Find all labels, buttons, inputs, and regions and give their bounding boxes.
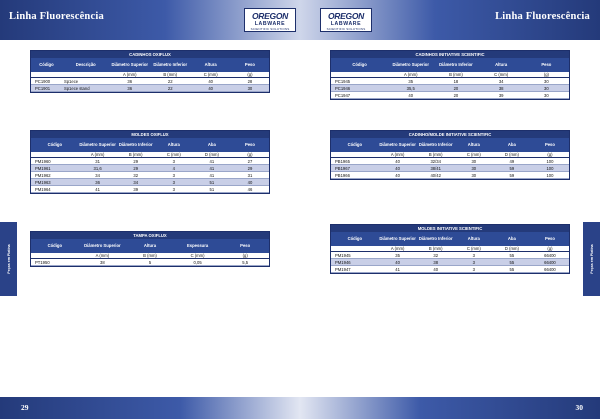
table-cell: 34 <box>133 180 139 185</box>
table-cell: Sp1ece <box>63 79 79 84</box>
table-cell: PC1900 <box>35 79 51 84</box>
table-cell: 4 <box>172 166 175 171</box>
table-header-row <box>31 138 269 152</box>
side-tab-left <box>0 222 17 296</box>
table-cell: 51 <box>209 187 215 192</box>
table-cell: 34 <box>498 79 504 84</box>
column-header: Diâmetro Inferior <box>418 141 453 147</box>
table-row <box>331 165 569 172</box>
table-body <box>331 252 569 273</box>
table-cadinhos-oxiflux <box>30 50 270 93</box>
table-row <box>31 85 269 92</box>
column-header: Altura <box>467 141 480 147</box>
table-cell: 40 <box>247 180 253 185</box>
page-title-right: Linha Fluorescência <box>495 11 590 22</box>
table-cell: 31,6 <box>93 166 102 171</box>
table-row <box>331 158 569 165</box>
column-header: Peso <box>544 141 555 147</box>
column-header: Espessura <box>186 242 209 248</box>
unit-cell: C (mm) <box>166 152 181 157</box>
table-cell: PM1960 <box>35 159 51 164</box>
logo-subtitle: LABWARE <box>254 21 286 27</box>
table-cell: 100 <box>546 159 554 164</box>
logo-tagline: SCIENTIFIC SOLUTIONS <box>326 27 366 31</box>
table-cell: 38/41 <box>430 166 441 171</box>
table-row <box>31 158 269 165</box>
table-cell: 32/34 <box>430 159 441 164</box>
table-cell: 36 <box>127 79 133 84</box>
table-title: CADINHOS INITIATIVE SCIENTIFIC <box>331 51 569 58</box>
table-cell: 59 <box>509 166 515 171</box>
unit-cell: C (mm) <box>203 72 218 77</box>
unit-cell: A (mm) <box>403 72 418 77</box>
table-cell: PM1961 <box>35 166 51 171</box>
unit-cell: C (mm) <box>494 72 509 77</box>
table-cell: 49 <box>509 159 515 164</box>
table-cell: 41 <box>209 166 215 171</box>
unit-cell: A (mm) <box>390 246 405 251</box>
side-tab-label: Peças em Platina <box>6 244 11 274</box>
column-header: Diâmetro Superior <box>111 61 149 67</box>
unit-cell <box>31 152 79 157</box>
column-header: Aba <box>207 141 216 147</box>
table-body <box>31 158 269 193</box>
table-tampa-oxiflux <box>30 231 270 267</box>
table-cell: PC1946 <box>335 86 351 91</box>
page-number-right: 30 <box>575 403 583 412</box>
table-header-row <box>331 58 569 72</box>
table-cell: PM1962 <box>35 173 51 178</box>
column-header: Código <box>352 61 367 67</box>
unit-cell: A (mm) <box>123 72 137 77</box>
table-cell: PC1945 <box>335 79 351 84</box>
logo-subtitle: LABWARE <box>330 21 362 27</box>
table-header-row <box>331 138 569 152</box>
table-row <box>31 186 269 193</box>
table-cell: 40 <box>395 173 400 178</box>
table-cell: 40 <box>408 93 414 98</box>
table-cell: 51 <box>209 180 215 185</box>
table-cell: 30 <box>544 86 549 91</box>
table-cell: PM1964 <box>35 187 51 192</box>
table-header-row <box>31 239 269 253</box>
unit-cell: (g) <box>242 253 248 258</box>
table-cell: 22 <box>167 79 173 84</box>
unit-cell: A (mm) <box>90 152 105 157</box>
table-row <box>331 266 569 273</box>
table-row <box>31 78 269 85</box>
table-cell: PB1967 <box>335 166 350 171</box>
unit-cell: B (mm) <box>428 152 443 157</box>
table-row <box>31 179 269 186</box>
table-cell: 30 <box>247 86 253 91</box>
unit-cell: (g) <box>247 72 253 77</box>
table-cell: 32 <box>433 253 439 258</box>
table-cell: 66400 <box>544 267 556 272</box>
column-header: Altura <box>495 61 508 67</box>
column-header: Altura <box>467 235 480 241</box>
table-cell: 5,5 <box>242 260 249 265</box>
table-cell: 66400 <box>544 253 556 258</box>
table-cell: PM1945 <box>335 253 351 258</box>
unit-cell <box>31 253 79 258</box>
unit-cell: B (mm) <box>449 72 463 77</box>
table-cell: 18 <box>453 79 459 84</box>
logo-wordmark: OREGON <box>252 11 288 21</box>
unit-cell: A (mm) <box>95 253 110 258</box>
column-header: Altura <box>167 141 180 147</box>
table-cell: 41 <box>395 267 400 272</box>
unit-cell: B (mm) <box>128 152 143 157</box>
column-header: Aba <box>507 235 516 241</box>
table-cell: 31 <box>95 159 100 164</box>
table-row <box>331 92 569 99</box>
table-row <box>331 259 569 266</box>
column-header: Código <box>39 61 54 67</box>
logo-wordmark: OREGON <box>328 11 364 21</box>
table-cell: PT1950 <box>35 260 50 265</box>
table-cell: 38 <box>433 260 439 265</box>
column-header: Peso <box>244 61 255 67</box>
table-header-row <box>31 58 269 72</box>
table-cell: 38 <box>498 86 504 91</box>
unit-cell: D (mm) <box>504 152 519 157</box>
table-body <box>31 259 269 266</box>
column-header: Descrição <box>75 61 96 67</box>
table-title: CADINHOS OXIFLUX <box>31 51 269 58</box>
table-cell: 100 <box>546 166 554 171</box>
table-row <box>31 259 269 266</box>
table-row <box>331 85 569 92</box>
unit-cell: D (mm) <box>204 152 219 157</box>
table-cell: 3 <box>472 260 475 265</box>
column-header: Código <box>347 235 362 241</box>
column-header: Código <box>47 141 62 147</box>
table-cell: 55 <box>509 260 515 265</box>
table-body <box>331 158 569 179</box>
table-cell: PM1946 <box>335 260 351 265</box>
header-band-left <box>0 0 300 40</box>
unit-cell: B (mm) <box>143 253 157 258</box>
column-header: Peso <box>541 61 552 67</box>
column-header: Diâmetro Superior <box>79 141 116 147</box>
table-cell: 59 <box>509 173 515 178</box>
column-header: Código <box>347 141 362 147</box>
logo-tagline: SCIENTIFIC SOLUTIONS <box>250 27 290 31</box>
table-cell: Sp1ece stand <box>63 86 90 91</box>
table-cell: 29 <box>133 159 139 164</box>
table-cell: 30 <box>471 166 477 171</box>
unit-cell <box>331 246 379 251</box>
unit-cell: C (mm) <box>466 152 481 157</box>
table-header-row <box>331 232 569 246</box>
table-cell: 40 <box>208 86 213 91</box>
table-cell: 55 <box>509 267 515 272</box>
table-cell: 3 <box>472 267 475 272</box>
table-cell: 40 <box>208 79 213 84</box>
column-header: Diâmetro Inferior <box>439 61 473 67</box>
table-cell: 41 <box>95 187 100 192</box>
table-cell: 39 <box>498 93 504 98</box>
table-cell: 30 <box>471 159 477 164</box>
table-cell: 5 <box>148 260 152 265</box>
header-band-right <box>300 0 600 40</box>
unit-cell <box>31 72 62 77</box>
table-cell: 22 <box>167 86 173 91</box>
table-cell: 40/42 <box>430 173 441 178</box>
table-cell: 35 <box>408 79 414 84</box>
page-title-left: Linha Fluorescência <box>9 11 104 22</box>
table-cadinhos-initiative <box>330 50 570 100</box>
table-cell: 40 <box>395 260 400 265</box>
table-cell: 41 <box>209 173 215 178</box>
side-tab-label: Peças em Platina <box>589 244 594 274</box>
column-header: Diâmetro Inferior <box>418 235 453 241</box>
table-cell: 100 <box>546 173 554 178</box>
table-cell: PC1947 <box>335 93 351 98</box>
table-cell: 3 <box>172 173 175 178</box>
table-row <box>31 172 269 179</box>
table-cell: 30 <box>544 93 549 98</box>
page-number-left: 29 <box>21 403 29 412</box>
table-title: MOLDES OXIFLUX <box>31 131 269 138</box>
table-cell: 35,5 <box>406 86 415 91</box>
table-cell: PM1963 <box>35 180 51 185</box>
unit-cell <box>62 72 110 77</box>
table-cell: 46 <box>247 187 253 192</box>
table-title: CADINHO/MOLDE INITIATIVE SCIENTIFIC <box>331 131 569 138</box>
unit-cell: B (mm) <box>428 246 443 251</box>
table-cell: 39 <box>133 187 139 192</box>
table-cell: 3 <box>472 253 475 258</box>
table-cell: 20 <box>453 86 459 91</box>
table-row <box>331 252 569 259</box>
table-cell: PB1965 <box>335 159 350 164</box>
oregon-logo-right <box>320 8 372 32</box>
table-cell: 40 <box>395 159 400 164</box>
table-cell: PC1901 <box>35 86 51 91</box>
column-header: Código <box>47 242 62 248</box>
table-cell: 29 <box>247 166 253 171</box>
table-cell: 31 <box>247 173 253 178</box>
table-cell: 3 <box>172 187 175 192</box>
table-cell: 40 <box>433 267 439 272</box>
table-cell: 3 <box>172 159 175 164</box>
unit-cell <box>331 72 388 77</box>
table-title: TAMPA OXIFLUX <box>31 232 269 239</box>
unit-cell <box>331 152 379 157</box>
table-row <box>31 165 269 172</box>
table-cell: 55 <box>509 253 515 258</box>
column-header: Aba <box>507 141 516 147</box>
oregon-logo-left <box>244 8 296 32</box>
table-cell: 27 <box>247 159 253 164</box>
table-cell: 66400 <box>544 260 556 265</box>
column-header: Peso <box>240 242 251 248</box>
unit-cell: (g) <box>547 246 553 251</box>
side-tab-right <box>583 222 600 296</box>
column-header: Peso <box>544 235 555 241</box>
column-header: Diâmetro Superior <box>392 61 429 67</box>
table-cell: 41 <box>209 159 215 164</box>
table-body <box>31 78 269 92</box>
table-cell: 40 <box>395 166 400 171</box>
table-cell: 34 <box>95 173 100 178</box>
table-cell: PM1947 <box>335 267 351 272</box>
table-title: MOLDES INITIATIVE SCIENTIFIC <box>331 225 569 232</box>
table-cell: 35 <box>395 253 400 258</box>
table-cell: 36 <box>95 180 100 185</box>
table-cell: 30 <box>544 79 549 84</box>
table-cell: 30 <box>471 173 477 178</box>
unit-cell: (g) <box>547 152 553 157</box>
table-cell: 29 <box>133 166 139 171</box>
table-cadinho-molde-initiative <box>330 130 570 180</box>
table-cell: 3 <box>172 180 175 185</box>
column-header: Altura <box>143 242 157 248</box>
table-cell: 0,05 <box>193 260 202 265</box>
column-header: Diâmetro Superior <box>84 242 121 248</box>
unit-cell: C (mm) <box>466 246 481 251</box>
table-body <box>331 78 569 99</box>
column-header: Diâmetro Superior <box>379 141 416 147</box>
column-header: Diâmetro Inferior <box>153 61 188 67</box>
table-cell: 36 <box>127 86 133 91</box>
table-moldes-oxiflux <box>30 130 270 194</box>
column-header: Peso <box>244 141 255 147</box>
table-row <box>331 172 569 179</box>
unit-cell: C (mm) <box>190 253 205 258</box>
unit-cell: D (mm) <box>504 246 519 251</box>
footer-band-left <box>0 397 300 419</box>
column-header: Altura <box>204 61 217 67</box>
column-header: Diâmetro Inferior <box>118 141 153 147</box>
footer-band-right <box>300 397 600 419</box>
table-row <box>331 78 569 85</box>
table-cell: 32 <box>133 173 139 178</box>
table-cell: 20 <box>453 93 459 98</box>
unit-cell: B (mm) <box>163 72 178 77</box>
table-cell: PB1966 <box>335 173 350 178</box>
unit-cell: A (mm) <box>390 152 405 157</box>
table-cell: 28 <box>247 79 253 84</box>
table-moldes-initiative <box>330 224 570 274</box>
column-header: Diâmetro Superior <box>379 235 416 241</box>
table-cell: 38 <box>100 260 105 265</box>
unit-cell: (g) <box>247 152 253 157</box>
unit-cell: (g) <box>543 72 549 77</box>
